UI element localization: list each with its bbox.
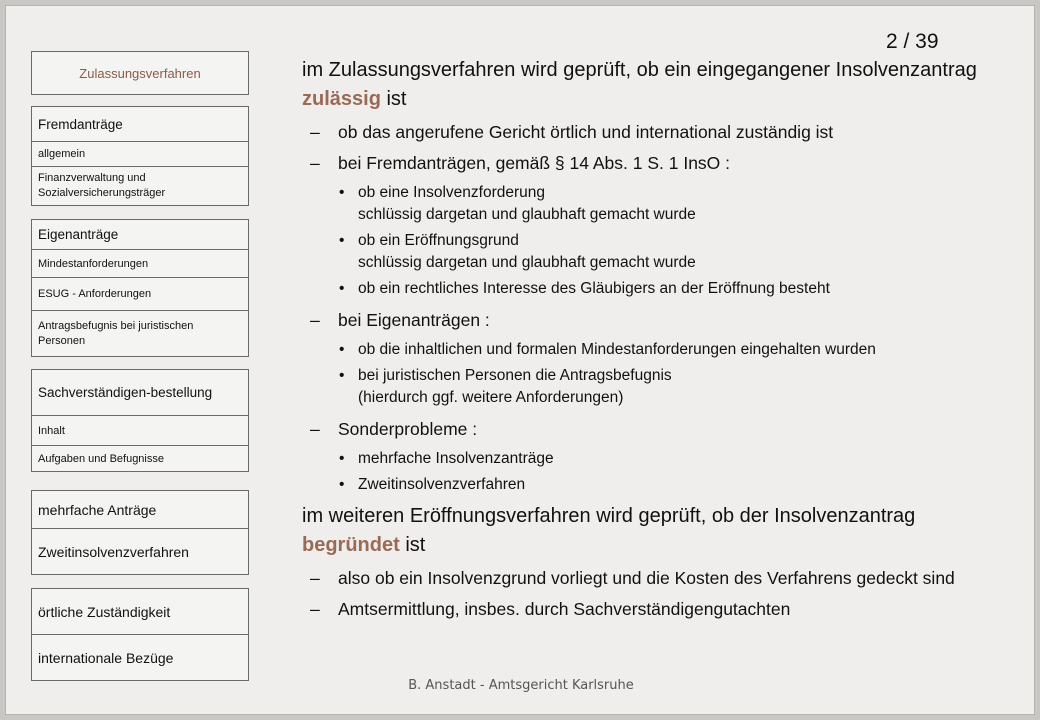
bullet-item: • bei juristischen Personen die Antragsbefugnis (hierdurch ggf. weitere Anforderungen) (339, 367, 672, 406)
bullet-item: • ob die inhaltlichen und formalen Mindestanforderungen eingehalten wurden (339, 341, 876, 358)
nav-item-finanzverwaltung[interactable]: Finanzverwaltung und Sozialversicherungsträger (32, 166, 248, 205)
bullet-item: • ob ein rechtliches Interesse des Gläubigers an der Eröffnung besteht (339, 280, 830, 297)
nav-group-eigenantraege (31, 219, 249, 357)
dash-item: – bei Eigenanträgen : (310, 310, 490, 330)
nav-title-label: Zulassungsverfahren (79, 65, 201, 81)
dash-item: – bei Fremdanträgen, gemäß § 14 Abs. 1 S. 1 InsO : (310, 153, 731, 173)
nav-item-allgemein[interactable]: allgemein (32, 141, 248, 166)
nav-item-mindestanforderungen[interactable]: Mindestanforderungen (32, 249, 248, 277)
paragraph-eroeffnung: im weiteren Eröffnungsverfahren wird geprüft, ob der Insolvenzantrag begründet ist (302, 505, 916, 556)
nav-item-oertliche-zustaendigkeit[interactable]: örtliche Zuständigkeit (38, 603, 171, 620)
nav-item-esug[interactable]: ESUG - Anforderungen (32, 277, 248, 310)
nav-group-sachverstaendige (31, 369, 249, 472)
bullet-item: • ob eine Insolvenzforderung schlüssig dargetan und glaubhaft gemacht wurde (339, 184, 696, 223)
nav-zulassungsverfahren[interactable] (31, 51, 249, 95)
highlight-begruendet: begründet (302, 534, 400, 556)
bullet-item: • Zweitinsolvenzverfahren (339, 476, 526, 493)
nav-item-fremdantraege[interactable]: Fremdanträge (38, 116, 123, 132)
dash-item: – Sonderprobleme : (310, 419, 478, 439)
nav-item-antragsbefugnis[interactable]: Antragsbefugnis bei juristischen Personen (32, 310, 248, 356)
slide-content (302, 56, 1002, 628)
bullet-item: • ob ein Eröffnungsgrund schlüssig dargetan und glaubhaft gemacht wurde (339, 232, 696, 271)
nav-item-eigenantraege[interactable]: Eigenanträge (38, 227, 119, 242)
nav-group-sonderprobleme (31, 490, 249, 575)
dash-item: – ob das angerufene Gericht örtlich und international zuständig ist (310, 122, 834, 142)
dash-item: – Amtsermittlung, insbes. durch Sachverständigengutachten (310, 599, 791, 619)
page-number: 2 / 39 (886, 30, 939, 53)
paragraph-zulassung: im Zulassungsverfahren wird geprüft, ob ein eingegangener Insolvenzantrag zulässig ist (302, 59, 977, 110)
dash-item: – also ob ein Insolvenzgrund vorliegt und die Kosten des Verfahrens gedeckt sind (310, 568, 955, 588)
nav-item-aufgaben[interactable]: Aufgaben und Befugnisse (32, 445, 248, 471)
nav-item-zweitinsolvenzverfahren[interactable]: Zweitinsolvenzverfahren (32, 528, 248, 574)
nav-item-internationale-bezuege[interactable]: internationale Bezüge (32, 634, 248, 680)
nav-item-inhalt[interactable]: Inhalt (32, 415, 248, 445)
nav-item-sachverstaendigenbestellung[interactable]: Sachverständigen-bestellung (38, 384, 213, 400)
footer: B. Anstadt - Amtsgericht Karlsruhe (408, 678, 634, 693)
nav-group-fremdantraege (31, 106, 249, 206)
highlight-zulaessig: zulässig (302, 88, 381, 110)
bullet-item: • mehrfache Insolvenzanträge (339, 450, 554, 467)
slide (5, 5, 1035, 715)
nav-item-mehrfache-antraege[interactable]: mehrfache Anträge (38, 501, 157, 518)
nav-group-zustaendigkeit (31, 588, 249, 681)
